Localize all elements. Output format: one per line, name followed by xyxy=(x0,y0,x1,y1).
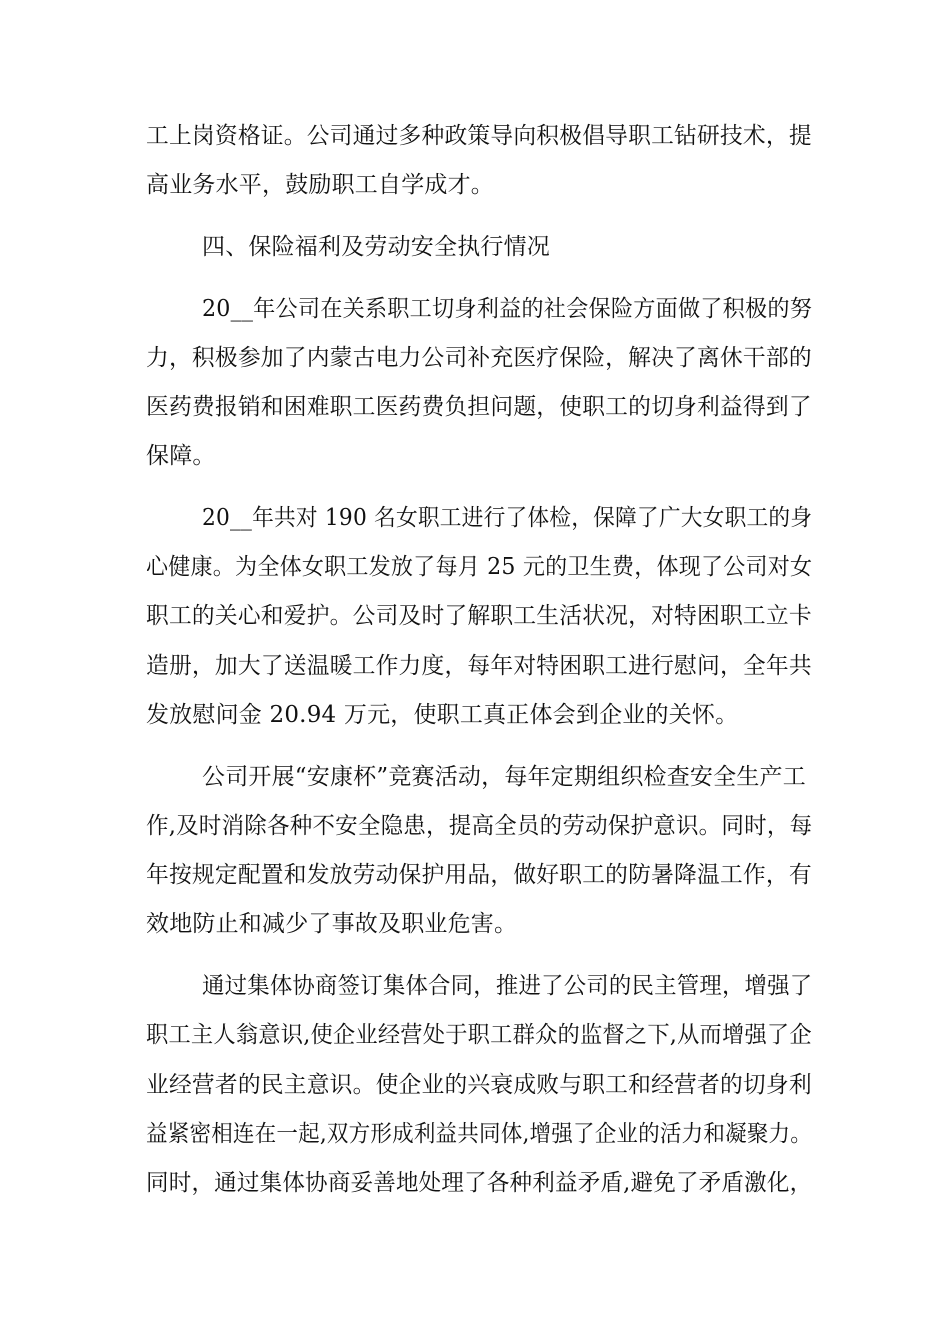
paragraph-line: 20__年共对 190 名女职工进行了体检，保障了广大女职工的身 xyxy=(202,505,813,531)
paragraph-line: 造册，加大了送温暖工作力度，每年对特困职工进行慰问，全年共 xyxy=(146,653,812,679)
paragraph-line: 作,及时消除各种不安全隐患，提高全员的劳动保护意识。同时，每 xyxy=(146,813,813,839)
paragraph-line: 业经营者的民主意识。使企业的兴衰成败与职工和经营者的切身利 xyxy=(146,1072,812,1098)
paragraph-line: 益紧密相连在一起,双方形成利益共同体,增强了企业的活力和凝聚力。 xyxy=(146,1121,813,1147)
paragraph-line: 效地防止和减少了事故及职业危害。 xyxy=(146,911,518,937)
section-heading: 四、保险福利及劳动安全执行情况 xyxy=(202,234,550,260)
paragraph-line: 同时，通过集体协商妥善地处理了各种利益矛盾,避免了矛盾激化， xyxy=(146,1170,813,1196)
paragraph-line: 20__年公司在关系职工切身利益的社会保险方面做了积极的努 xyxy=(202,296,813,322)
paragraph-line: 职工的关心和爱护。公司及时了解职工生活状况，对特困职工立卡 xyxy=(146,603,812,629)
paragraph-line: 年按规定配置和发放劳动保护用品，做好职工的防暑降温工作，有 xyxy=(146,862,812,888)
paragraph-line: 高业务水平，鼓励职工自学成才。 xyxy=(146,172,494,198)
paragraph-line: 公司开展“安康杯”竞赛活动，每年定期组织检查安全生产工 xyxy=(202,764,806,790)
paragraph-line: 发放慰问金 20.94 万元，使职工真正体会到企业的关怀。 xyxy=(146,702,739,728)
paragraph-line: 职工主人翁意识,使企业经营处于职工群众的监督之下,从而增强了企 xyxy=(146,1022,812,1048)
paragraph-line: 保障。 xyxy=(146,443,216,469)
paragraph-line: 通过集体协商签订集体合同，推进了公司的民主管理，增强了 xyxy=(202,973,813,999)
paragraph-line: 力，积极参加了内蒙古电力公司补充医疗保险，解决了离休干部的 xyxy=(146,345,812,371)
paragraph-line: 心健康。为全体女职工发放了每月 25 元的卫生费，体现了公司对女 xyxy=(146,554,813,580)
paragraph-line: 工上岗资格证。公司通过多种政策导向积极倡导职工钻研技术，提 xyxy=(146,123,812,149)
paragraph-line: 医药费报销和困难职工医药费负担问题，使职工的切身利益得到了 xyxy=(146,394,812,420)
